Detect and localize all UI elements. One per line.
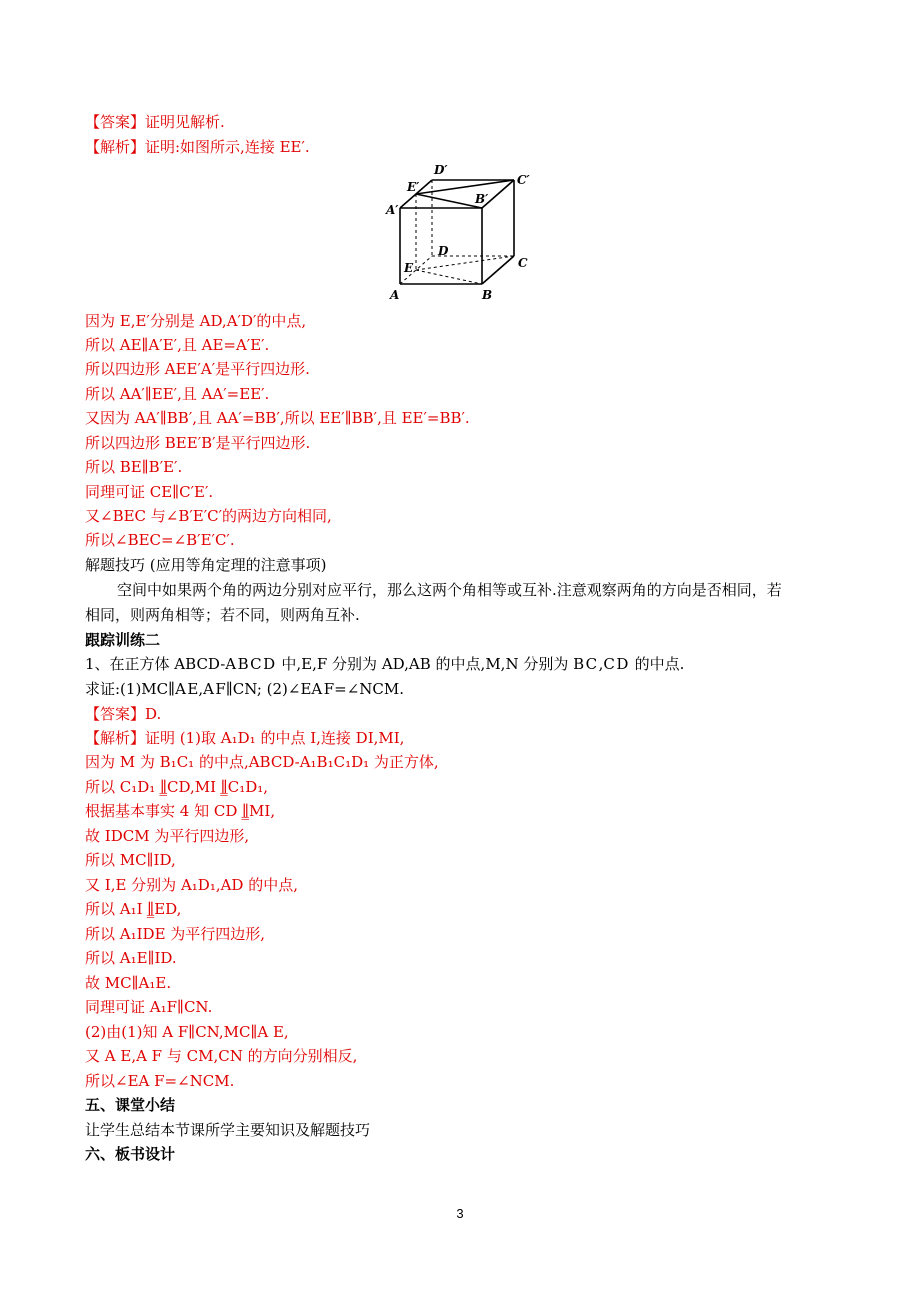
label-a-prime: A′ xyxy=(386,203,399,217)
label-d-prime: D′ xyxy=(434,163,448,177)
label-e-prime: E′ xyxy=(407,180,420,194)
label-c-prime: C′ xyxy=(517,173,530,187)
proof2-line-9: 所以 A₁IDE 为平行四边形, xyxy=(85,925,266,943)
answer-2: 【答案】D. xyxy=(85,705,162,723)
proof2-line-8: 所以 A₁I ∥̳ED, xyxy=(85,900,182,918)
proof1-line-9: 又∠BEC 与∠B′E′C′的两边方向相同, xyxy=(85,507,332,525)
tips-title: 解题技巧 (应用等角定理的注意事项) xyxy=(85,556,327,574)
problem-line-2: 求证:(1)MC∥A E,A F∥CN; (2)∠EA F=∠NCM. xyxy=(85,680,405,698)
proof2-line-12: 同理可证 A₁F∥CN. xyxy=(85,998,213,1016)
proof2-line-13: (2)由(1)知 A F∥CN,MC∥A E, xyxy=(85,1023,289,1041)
proof2-line-10: 所以 A₁E∥ID. xyxy=(85,949,177,967)
analysis-label: 【解析】证明:如图所示,连接 EE′. xyxy=(85,138,310,156)
practice-title: 跟踪训练二 xyxy=(85,631,161,649)
label-b-prime: B′ xyxy=(475,192,489,206)
proof1-line-10: 所以∠BEC=∠B′E′C′. xyxy=(85,531,235,549)
proof1-line-8: 同理可证 CE∥C′E′. xyxy=(85,483,214,501)
problem-line-1: 1、在正方体 ABCD-A B C D 中,E,F 分别为 AD,AB 的中点,M,N 分别为 B C ,C D 的中点. xyxy=(85,655,685,673)
proof2-line-3: 所以 C₁D₁ ∥̳CD,MI ∥̳C₁D₁, xyxy=(85,778,269,796)
proof2-line-2: 因为 M 为 B₁C₁ 的中点,ABCD-A₁B₁C₁D₁ 为正方体, xyxy=(85,753,439,771)
label-e: E xyxy=(404,261,414,275)
proof2-line-6: 所以 MC∥ID, xyxy=(85,851,176,869)
proof2-line-7: 又 I,E 分别为 A₁D₁,AD 的中点, xyxy=(85,876,298,894)
proof1-line-3: 所以四边形 AEE′A′是平行四边形. xyxy=(85,360,310,378)
proof1-line-7: 所以 BE∥B′E′. xyxy=(85,458,183,476)
proof1-line-6: 所以四边形 BEE′B′是平行四边形. xyxy=(85,434,311,452)
section6-title: 六、板书设计 xyxy=(85,1145,176,1163)
proof1-line-2: 所以 AE∥A′E′,且 AE=A′E′. xyxy=(85,336,270,354)
label-b: B xyxy=(482,288,493,302)
proof2-line-1: 【解析】证明 (1)取 A₁D₁ 的中点 I,连接 DI,MI, xyxy=(85,729,405,747)
tips-text-line-1: 空间中如果两个角的两边分别对应平行，那么这两个角相等或互补.注意观察两角的方向是否相同，若 xyxy=(117,581,782,599)
proof2-line-4: 根据基本事实 4 知 CD ∥̳MI, xyxy=(85,802,276,820)
label-d: D xyxy=(438,244,449,258)
label-a: A xyxy=(390,288,400,302)
section5-text: 让学生总结本节课所学主要知识及解题技巧 xyxy=(85,1121,371,1139)
proof2-line-15: 所以∠EA F=∠NCM. xyxy=(85,1072,235,1090)
proof1-line-4: 所以 AA′∥EE′,且 AA′=EE′. xyxy=(85,385,270,403)
proof2-line-14: 又 A E,A F 与 CM,CN 的方向分别相反, xyxy=(85,1047,358,1065)
page-number: 3 xyxy=(456,1206,464,1221)
proof2-line-11: 故 MC∥A₁E. xyxy=(85,974,172,992)
section5-title: 五、课堂小结 xyxy=(85,1096,176,1114)
label-c: C xyxy=(518,256,528,270)
proof2-line-5: 故 IDCM 为平行四边形, xyxy=(85,827,250,845)
cube-diagram xyxy=(380,158,540,306)
answer-label: 【答案】证明见解析. xyxy=(85,113,225,131)
cube-figure xyxy=(380,158,540,306)
proof1-line-1: 因为 E,E′分别是 AD,A′D′的中点, xyxy=(85,312,307,330)
proof1-line-5: 又因为 AA′∥BB′,且 AA′=BB′,所以 EE′∥BB′,且 EE′=BB′. xyxy=(85,409,470,427)
tips-text-line-2: 相同，则两角相等；若不同，则两角互补. xyxy=(85,606,360,624)
